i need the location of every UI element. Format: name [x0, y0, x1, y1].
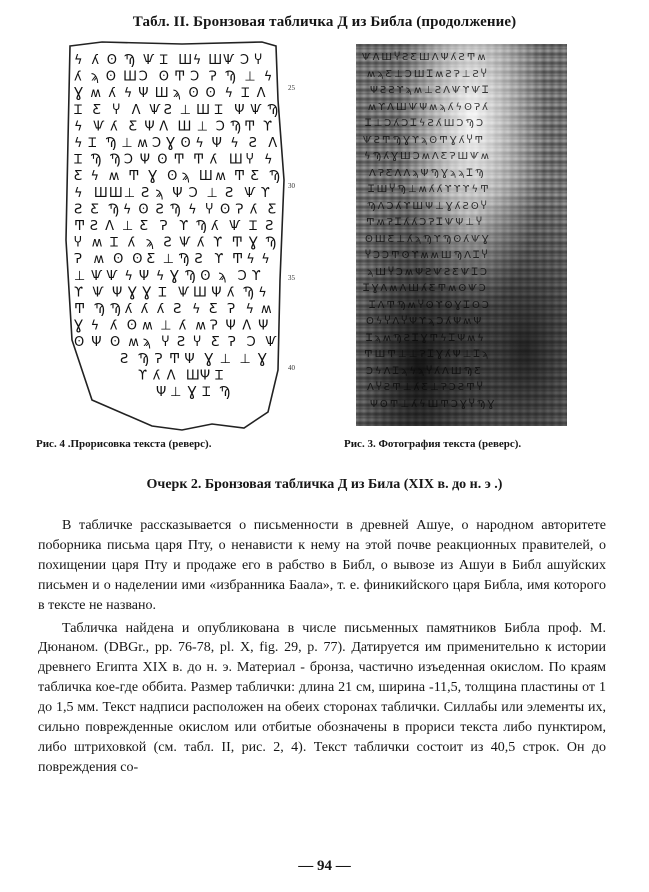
tracing-glyph: ϟ: [90, 169, 100, 185]
tracing-glyph: Ѱ: [149, 102, 161, 118]
tracing-glyph: Ѱ: [92, 285, 104, 301]
tracing-glyph: Ш: [177, 119, 192, 135]
tracing-glyph: Ϡ: [169, 202, 181, 218]
tracing-glyph: Ƨ: [265, 219, 274, 234]
tracing-glyph: Λ: [131, 102, 141, 118]
tracing-glyph: ʘ: [106, 53, 118, 68]
tracing-glyph: ⊥: [74, 268, 86, 284]
tracing-glyph: Ш: [193, 285, 207, 301]
tracing-glyph: ϟ: [188, 202, 197, 218]
tracing-glyph: ʘ: [157, 152, 168, 168]
line-marker-40: 40: [288, 364, 295, 372]
tracing-glyph: ʘ: [167, 169, 178, 185]
tracing-glyph: Ψ: [138, 268, 150, 284]
tracing-glyph: ϟ: [74, 136, 83, 151]
tracing-glyph: Ⴤ: [161, 335, 170, 351]
tracing-glyph: Ɣ: [74, 318, 83, 334]
tracing-glyph: Ϡ: [178, 252, 190, 268]
tracing-glyph: Ƹ: [92, 102, 102, 118]
tracing-glyph: Ƨ: [194, 252, 203, 268]
photo-glyph-row: ჄϽϽͲʘϒʍʍШϠΛᏆჄ: [365, 250, 490, 261]
tracing-glyph: ϒ: [251, 268, 261, 284]
tracing-glyph: Ꮖ: [158, 285, 167, 301]
tracing-glyph: Ͳ: [128, 169, 140, 185]
tracing-glyph: ⊥: [162, 252, 175, 268]
tracing-glyph: Ƹ: [267, 202, 277, 218]
tracing-glyph: Ɣ: [166, 136, 175, 151]
tracing-glyph: Λ: [105, 219, 115, 234]
tracing-glyph: Ψ: [199, 368, 211, 384]
tracing-glyph: Ѱ: [178, 285, 190, 301]
tracing-glyph: ʘ: [200, 268, 211, 284]
tracing-glyph: Ψ: [144, 119, 155, 135]
tracing-glyph: Ш: [123, 69, 138, 85]
tracing-glyph: Ͻ: [240, 53, 250, 68]
tracing-glyph: ʍ: [261, 302, 272, 317]
photo-glyph-row: ΛɁƸΛΛϡΨϠƔϡϡᏆϠ: [369, 168, 486, 179]
tracing-glyph: ϡ: [145, 235, 154, 251]
tracing-glyph: ʎ: [74, 69, 82, 85]
tracing-glyph: ϒ: [263, 119, 273, 135]
tracing-glyph: Ϡ: [265, 235, 277, 251]
tracing-glyph: Ɣ: [204, 351, 214, 367]
tracing-glyph: Ɂ: [208, 69, 217, 85]
tracing-glyph: ʍ: [93, 252, 105, 268]
tracing-glyph: Ⴤ: [205, 202, 214, 218]
tracing-glyph: ϟ: [263, 69, 273, 85]
tracing-glyph: ʘ: [205, 86, 216, 102]
photo-glyph-row: ΛჄƧͲ⊥ʎƸ⊥ɁϽƧͲჄ: [367, 382, 485, 393]
tracing-glyph: ʘ: [188, 86, 199, 102]
tracing-glyph: ʎ: [127, 235, 136, 251]
tracing-glyph: Ψ: [138, 86, 149, 102]
tracing-glyph: Ш: [208, 53, 223, 68]
tracing-glyph: ϟ: [264, 152, 273, 168]
tracing-glyph: ⊥: [122, 219, 134, 234]
tracing-glyph: Ϡ: [224, 69, 237, 85]
tracing-glyph: Ͳ: [174, 69, 186, 85]
tracing-glyph: Ɣ: [169, 268, 179, 284]
photo-glyph-row: ᏆШჄϠ⊥ʍʎʎϒϒϒϟͲ: [368, 184, 491, 195]
tracing-glyph: Ɂ: [159, 219, 168, 234]
tracing-glyph: ϟ: [192, 53, 202, 68]
photo-glyph-row: ѰƧͲϠƔϒϡʘͲƔʎჄͲ: [363, 135, 486, 146]
tracing-glyph: Ш: [185, 368, 200, 384]
tracing-glyph: Ϡ: [229, 119, 242, 135]
tracing-glyph: Ш: [154, 86, 169, 102]
tracing-glyph: ʍ: [128, 335, 139, 351]
tracing-glyph: Ѱ: [223, 53, 235, 68]
tracing-glyph: ʍ: [142, 318, 153, 334]
tracing-glyph: ϒ: [74, 285, 84, 301]
tracing-glyph: ʍ: [195, 318, 207, 334]
tracing-glyph: ⊥: [121, 136, 133, 151]
tracing-glyph: Ƨ: [120, 351, 129, 367]
tracing-glyph: Ͻ: [138, 69, 148, 85]
tracing-glyph: Λ: [256, 86, 266, 102]
tracing-glyph: ʎ: [226, 285, 235, 301]
photo-glyph-row: Ꮖ⊥ϽʎϽᏆϟƧʎШϽϠϽ: [365, 118, 486, 129]
line-marker-30: 30: [288, 182, 295, 190]
tracing-glyph: ϡ: [90, 69, 99, 85]
tracing-glyph: ϡ: [218, 268, 227, 284]
tracing-glyph: Λ: [159, 119, 169, 135]
tracing-glyph: Ϡ: [107, 202, 120, 218]
tracing-glyph: Ͻ: [237, 268, 247, 284]
text-drawing-figure: [62, 40, 295, 432]
tracing-glyph: ϟ: [246, 252, 255, 268]
line-marker-25: 25: [288, 84, 295, 92]
tracing-glyph: ϡ: [181, 169, 190, 185]
tracing-glyph: Ͻ: [246, 335, 256, 351]
tracing-glyph: ʘ: [74, 335, 85, 351]
tracing-glyph: Ͻ: [190, 69, 200, 85]
tracing-glyph: Ɣ: [248, 235, 258, 251]
line-marker-35: 35: [288, 274, 295, 282]
tracing-glyph: Ѱ: [93, 119, 105, 135]
tracing-glyph: Ѱ: [244, 185, 256, 201]
tracing-glyph: Ƨ: [173, 302, 182, 317]
tracing-glyph: Ƨ: [176, 335, 186, 351]
tracing-glyph: Ѱ: [179, 235, 191, 251]
tracing-glyph: ⊥: [179, 102, 192, 118]
tracing-glyph: Ꮖ: [249, 219, 258, 234]
text-photograph-figure: [356, 44, 567, 426]
tracing-glyph: Ͻ: [123, 152, 134, 168]
tracing-glyph: Ϡ: [109, 152, 121, 168]
tracing-glyph: Ϡ: [195, 219, 207, 234]
tracing-glyph: ϟ: [74, 53, 83, 68]
tracing-glyph: ϒ: [213, 235, 223, 251]
photo-glyph-row: ͲШͲ⊥⊥ɁᏆƔʎΨ⊥Ꮖϡ: [364, 349, 491, 360]
tracing-glyph: Ƨ: [141, 185, 150, 201]
photo-glyph-row: ΨʘͲ⊥ʎϟШͲϽƔჄϠƔ: [370, 399, 497, 410]
tracing-glyph: ϟ: [192, 302, 201, 317]
tracing-glyph: Ƨ: [163, 102, 172, 118]
tracing-glyph: Ш: [228, 152, 243, 168]
tracing-glyph: Ƹ: [90, 202, 100, 218]
tracing-glyph: Ѱ: [250, 102, 262, 118]
tracing-glyph: Ꮖ: [74, 102, 83, 118]
tracing-glyph: Ϡ: [123, 53, 136, 68]
tracing-glyph: Ɣ: [257, 351, 267, 367]
tracing-glyph: ϟ: [124, 268, 133, 284]
tracing-glyph: ϡ: [142, 335, 151, 351]
tracing-glyph: ʘ: [105, 69, 117, 85]
tracing-glyph: Ѱ: [106, 268, 118, 284]
tracing-glyph: ϟ: [122, 202, 132, 218]
tracing-glyph: Ш: [93, 185, 108, 201]
page-title: Табл. II. Бронзовая табличка Д из Библа (продолжение): [132, 14, 517, 30]
tracing-glyph: Ͻ: [188, 185, 198, 201]
tracing-glyph: ʘ: [138, 202, 149, 218]
tracing-glyph: ⊥: [244, 69, 256, 85]
tracing-glyph: Ⴤ: [254, 53, 263, 68]
tracing-glyph: Ψ: [234, 102, 245, 118]
tracing-glyph: ⊥: [206, 185, 218, 201]
tracing-glyph: Ɣ: [142, 285, 152, 301]
tracing-glyph: Ⴤ: [112, 102, 121, 118]
tracing-glyph: ʍ: [91, 235, 103, 251]
tracing-glyph: Ͻ: [215, 119, 225, 135]
tracing-glyph: ϟ: [74, 119, 83, 135]
tracing-glyph: ʎ: [152, 368, 161, 384]
photo-glyph-row: ᏆΛͲϠʍჄʘϒʘƔᏆʘϽ: [369, 300, 491, 311]
tracing-glyph: Ϡ: [242, 285, 254, 301]
tracing-glyph: Ѱ: [229, 219, 241, 234]
tracing-glyph: ʎ: [196, 235, 205, 251]
tracing-glyph: ⊥: [123, 185, 136, 201]
tracing-glyph: ϟ: [195, 136, 204, 151]
tracing-glyph: Ψ: [184, 351, 195, 367]
tracing-glyph: ⊥: [196, 119, 209, 135]
tracing-glyph: Ɂ: [74, 252, 82, 268]
tracing-glyph: Ⴤ: [245, 152, 254, 168]
tracing-glyph: Ͳ: [173, 152, 185, 168]
tracing-glyph: ϒ: [138, 368, 148, 384]
tracing-glyph: Ͻ: [152, 136, 162, 151]
tracing-glyph: Ꮖ: [88, 136, 97, 151]
essay-heading: Очерк 2. Бронзовая табличка Д из Била (XIX в. до н. э .): [146, 477, 503, 492]
tracing-glyph: ϡ: [172, 86, 181, 102]
tracing-glyph: ʎ: [110, 119, 118, 135]
tracing-glyph: Ϡ: [219, 385, 231, 400]
tracing-glyph: ʎ: [91, 53, 100, 68]
tracing-glyph: Ƹ: [74, 169, 83, 185]
tracing-glyph: ʍ: [215, 169, 226, 185]
tracing-glyph: Ѱ: [143, 53, 155, 68]
tracing-glyph: Ƨ: [248, 136, 257, 151]
tracing-glyph: Ƨ: [155, 202, 164, 218]
tracing-glyph: Ⴤ: [193, 335, 201, 351]
tracing-glyph: ϟ: [123, 86, 133, 102]
tracing-glyph: Ψ: [225, 318, 236, 334]
tracing-glyph: Ƨ: [74, 202, 83, 218]
tracing-glyph: Ɣ: [187, 385, 197, 400]
tracing-glyph: ʘ: [180, 136, 191, 151]
photo-glyph-row: ʘШƸ⊥ʎϡϠϒϠʘʎѰƔ: [365, 234, 491, 245]
tracing-glyph: Ϡ: [93, 302, 105, 317]
photo-glyph-row: ϠΛϽʎϒШΨ⊥ƔʎƧʘჄ: [367, 201, 489, 212]
tracing-glyph: ϟ: [155, 268, 165, 284]
tracing-glyph: ʎ: [140, 302, 149, 317]
tracing-glyph: Ͳ: [193, 152, 205, 168]
tracing-glyph: ʎ: [156, 302, 165, 317]
photo-glyph-row: ʍϡƸ⊥ϽШᏆʍƧɁ⊥ƧჄ: [367, 69, 489, 80]
tracing-glyph: ʎ: [209, 152, 218, 168]
tracing-glyph: ʘ: [132, 252, 143, 268]
photo-glyph-row: ΨƧƧϒϡʍ⊥ƧΛѰϒѰᏆ: [370, 85, 491, 96]
tracing-glyph: ʘ: [113, 252, 124, 268]
tracing-glyph: ϟ: [74, 185, 83, 201]
tracing-glyph: Ш: [198, 169, 213, 185]
essay-body: [38, 516, 606, 778]
tracing-glyph: ϒ: [179, 219, 189, 234]
tracing-glyph: Ψ: [156, 385, 167, 400]
tracing-glyph: Ɂ: [209, 318, 218, 334]
tracing-glyph: Ͳ: [169, 351, 181, 367]
tracing-glyph: ʘ: [158, 69, 169, 85]
tracing-glyph: Ш: [196, 102, 211, 118]
tracing-glyph: Ϡ: [90, 152, 102, 168]
tracing-glyph: Ƹ: [139, 219, 149, 234]
tracing-glyph: Ɣ: [127, 285, 137, 301]
tracing-glyph: ʎ: [178, 318, 187, 334]
photo-glyph-row: ᏆϡʍϠƧᏆƔͲϟᏆΨʍϟ: [366, 333, 486, 344]
tracing-glyph: Ƨ: [163, 235, 172, 251]
tracing-glyph: Ͳ: [244, 119, 256, 135]
tracing-glyph: Ɂ: [154, 351, 163, 367]
tracing-glyph: Λ: [268, 136, 278, 151]
tracing-glyph: Ɂ: [235, 202, 244, 218]
tracing-glyph: ϟ: [258, 285, 267, 301]
tracing-glyph: Ϡ: [267, 102, 279, 118]
tracing-glyph: ʍ: [137, 136, 148, 151]
tracing-glyph: Ƹ: [209, 302, 218, 317]
photo-glyph-row: ͲʍɁᏆʎʎϽɁᏆѰΨ⊥Ⴤ: [366, 217, 484, 228]
tracing-glyph: ʎ: [249, 202, 258, 218]
tracing-glyph: ʘ: [110, 335, 121, 351]
tracing-glyph: Ϡ: [109, 302, 122, 317]
photo-glyph-row: ϽϟΛᏆϡϟϡჄʎΛШϠƸ: [366, 366, 483, 377]
photo-glyph-row: ʘϟჄΛჄΨϒϡϽʎΨʍΨ: [366, 316, 484, 327]
tracing-glyph: ⊥: [160, 318, 172, 334]
tracing-glyph: ϟ: [261, 252, 270, 268]
tracing-glyph: ϒ: [214, 252, 224, 268]
tracing-glyph: ϟ: [224, 86, 234, 102]
tracing-glyph: Ͳ: [74, 302, 86, 317]
tracing-glyph: Ꮖ: [74, 152, 83, 168]
tracing-glyph: Ϡ: [137, 351, 150, 367]
tracing-glyph: ϟ: [230, 136, 239, 151]
tracing-glyph: ϟ: [90, 318, 100, 334]
essay-paragraph-1: В табличке рассказывается о письменности в древней Ашуе, о народном авторитете поборника письма царя Пту, о ненависти к нему на этой почве реакционных правителей, о похищении царя Пту и продаже его в рабство в Библ, о вывозе из Ашуи в Библ ашуйских письмен и о наделении ими «избранника Баала», т. е. финикийского царя Библа, имя которого в тексте не названо.: [38, 518, 606, 613]
tracing-glyph: Ɂ: [227, 302, 235, 317]
tracing-glyph: Ψ: [211, 136, 222, 151]
photo-caption: Рис. 3. Фотография текста (реверс).: [344, 438, 522, 450]
tracing-glyph: ʎ: [124, 302, 133, 317]
tracing-glyph: Ш: [108, 185, 123, 201]
tracing-glyph: Ƹ: [211, 335, 220, 351]
photo-glyph-row: ϡШჄϽʍΨƧѰƧƸѰᏆϽ: [367, 267, 490, 278]
tracing-glyph: Ƹ: [250, 169, 260, 185]
tracing-glyph: Ψ: [91, 335, 102, 351]
tracing-glyph: Ͳ: [232, 252, 244, 268]
tracing-glyph: Ψ: [172, 185, 183, 201]
tracing-glyph: ⊥: [170, 385, 182, 400]
tracing-glyph: Ψ: [211, 285, 222, 301]
essay-paragraph-2: Табличка найдена и опубликована в числе письменных памятников Библа проф. М. Дюнаном. (DBGr., pp. 76-78, pl. X, fig. 29, p. 77). Датируется им применительно к истории древнего Египта XIX в. до н. э. Материал - бронза, частично изъеденная окислом. По краям табличка кое-где оббита. Размер таблички: длина 21 см, ширина -11,5, толщина пластины от 1 до 1,5 мм. Текст надписи расположен на обеих сторонах таблички. Силлабы или элементы их, сильно поврежденные окислом или отбитые обозначены в прориси текста либо пунктиром, либо штриховкой (см. табл. II, рис. 2, 4). Текст таблички состоит из 40,5 строк. Он до повреждения со-: [38, 620, 606, 775]
tracing-glyph: ϟ: [245, 302, 255, 317]
tracing-glyph: Ꮖ: [202, 385, 211, 400]
drawing-caption: Рис. 4 .Прорисовка текста (реверс).: [36, 438, 212, 450]
tracing-glyph: Ѱ: [91, 268, 103, 284]
tracing-glyph: ʎ: [108, 86, 117, 102]
tracing-glyph: Ꮖ: [214, 102, 224, 118]
tracing-glyph: Ꮖ: [110, 235, 119, 251]
tracing-glyph: Ͳ: [233, 169, 246, 185]
tracing-glyph: ʎ: [109, 318, 118, 334]
tracing-glyph: ⊥: [239, 351, 251, 367]
photo-glyph-row: ᏆƔΛʍΛШʎƸͲʍʘѰϽ: [363, 283, 488, 294]
tracing-glyph: Ꮖ: [159, 53, 169, 68]
tracing-glyph: Ƨ: [89, 219, 98, 234]
tracing-glyph: Ƹ: [128, 119, 138, 135]
tracing-glyph: Ш: [178, 53, 193, 68]
tracing-glyph: Ϡ: [268, 169, 281, 185]
tracing-glyph: ʍ: [90, 86, 102, 102]
tracing-glyph: Ꮖ: [215, 368, 224, 384]
tracing-glyph: Λ: [242, 318, 252, 334]
photo-glyph-row: ʍϒΛШѰΨʍϡʎϟʘɁʎ: [368, 102, 490, 113]
tracing-glyph: ʍ: [108, 169, 120, 185]
tracing-glyph: Ψ: [258, 318, 269, 334]
photo-glyph-row: ѰΛШჄƧƸШΛΨʎƧͲʍ: [362, 52, 488, 63]
tracing-glyph: Ɂ: [227, 335, 236, 351]
tracing-glyph: Ϡ: [105, 136, 117, 151]
tablet-outline-drawing: [62, 40, 295, 432]
tracing-glyph: Ͳ: [231, 235, 243, 251]
tracing-glyph: Ψ: [139, 152, 150, 168]
tracing-glyph: Ɣ: [148, 169, 158, 185]
tracing-glyph: ⊥: [219, 351, 232, 367]
tracing-glyph: Ƹ: [146, 252, 156, 268]
tracing-glyph: Ͳ: [74, 219, 86, 234]
tracing-glyph: ʘ: [220, 202, 231, 218]
tracing-glyph: Ψ: [112, 285, 123, 301]
page-number: — 94 —: [298, 858, 351, 874]
tracing-glyph: Ꮖ: [241, 86, 250, 102]
tracing-glyph: ϡ: [155, 185, 164, 201]
tracing-glyph: Ѱ: [265, 335, 277, 351]
tracing-glyph: Λ: [166, 368, 176, 384]
tracing-glyph: ʎ: [210, 219, 219, 234]
tracing-glyph: Ɣ: [74, 86, 83, 102]
tracing-glyph: Ϡ: [184, 268, 196, 284]
tracing-glyph: Ƨ: [225, 185, 234, 201]
tracing-glyph: ʘ: [126, 318, 138, 334]
tracing-glyph: Ⴤ: [74, 235, 82, 251]
tracing-glyph: ϒ: [260, 185, 270, 201]
photo-glyph-row: ϟϠʎƔШϽʍΛƸɁШѰʍ: [364, 151, 491, 162]
